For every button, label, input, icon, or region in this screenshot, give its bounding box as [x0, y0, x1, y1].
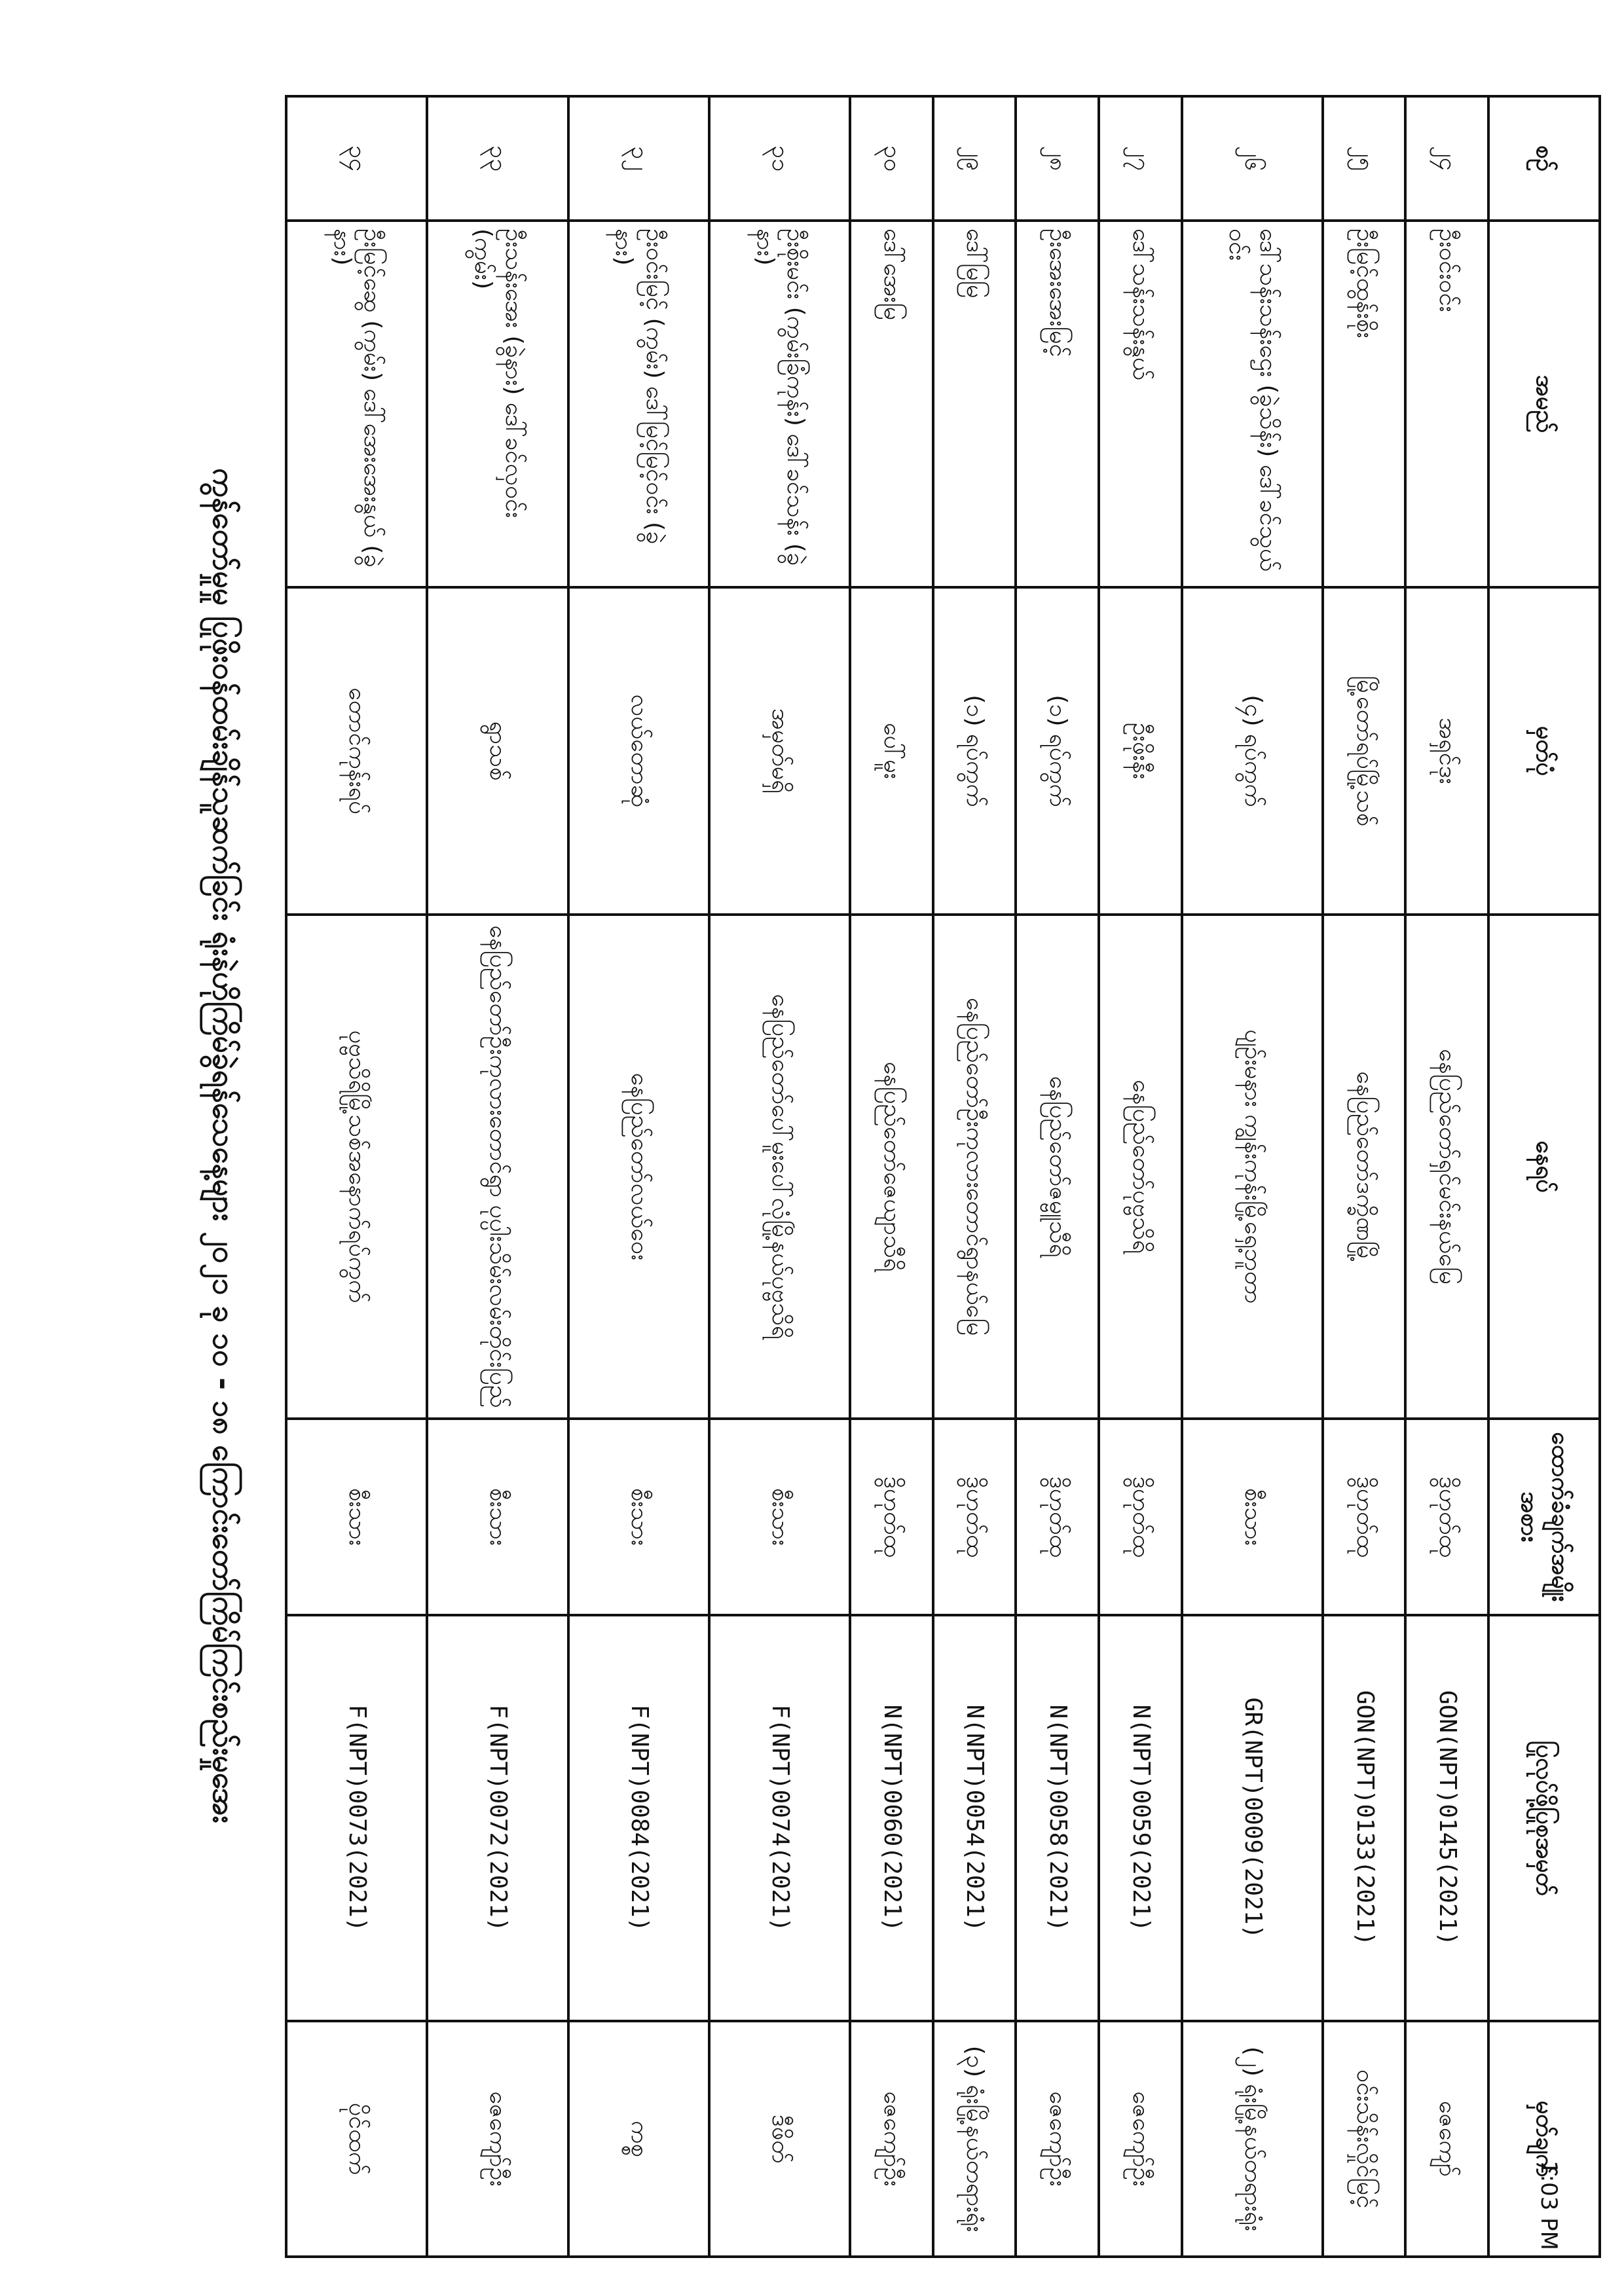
cell-nrc: လယ်တောဆုံ: [568, 587, 709, 915]
cell-name: ဒေါ်အေးမြ: [850, 221, 933, 587]
table-row: [1016, 96, 1099, 2257]
cell-no: ၃၃: [427, 96, 568, 221]
header-case-no: ပြုလုပ်ဖို့ပြုစုအမှတ်: [1488, 1615, 1600, 2021]
header-nrc: မှတ်ပုံ: [1488, 587, 1600, 915]
cell-address: နေပြည်တော်ဦးကုလားတောင်ရွာနယ်မြေ: [933, 915, 1016, 1419]
cell-case-no: N(NPT)0058(2021): [1016, 1615, 1099, 2021]
cell-address: နေပြည်တော်ပုဗ္ဗသိရိ: [1099, 915, 1182, 1419]
cell-type: စီးသား: [427, 1419, 568, 1615]
table-row: [568, 96, 709, 2257]
cell-remark: ကစ္စ: [568, 2021, 709, 2257]
table-header-row: [1488, 96, 1600, 2257]
cell-remark: ပိုင်ထက်: [286, 2021, 427, 2257]
cell-type: ဒွိဟုတ်ထု: [850, 1419, 933, 1615]
table-row: [709, 96, 850, 2257]
cell-name: ဦးမြင့်ထွန်းစိုး: [1323, 221, 1406, 587]
header-remark: မှတ်ချက်: [1488, 2021, 1600, 2257]
page-title: ကွန်တော်မှုမှု ပြုဖိုးဝန်ထမ်းချိန်သူဆက်ခြင်း ရုံးနဲဟိုကြိမ်ခွဲရန်သေနေ့များ ၂၀၂၁ ခု ၁၀ - ၁၈ ကြောင်းတော်ကြိမ်ကြင်းစည်းမှုအေး: [206, 467, 242, 1824]
header-type: ထောက်ခံချက်အမျိုး အစား: [1488, 1419, 1600, 1615]
cell-remark: ဇေကျော်ဦး: [1016, 2021, 1099, 2257]
cell-address: ပျဉ်းမနား ကျွန်းကုန်းမြို့ရှေ့ဘူတာ: [1182, 915, 1323, 1419]
cell-name: ဒေါ်သန်းသန်းဌေး (ခွဲသိန်း) ဒေါ်ခင်သွယ်ဝင်း: [1182, 221, 1323, 587]
cell-name: ဦးမြင့်ဆွေ (ကွမ်း) ဒေါ်အေးအေးနွယ် (ခွဲနား): [286, 221, 427, 587]
cell-case-no: GR(NPT)0009(2021): [1182, 1615, 1323, 2021]
cell-no: ၃၄: [286, 96, 427, 221]
cell-case-no: F(NPT)0073(2021): [286, 1615, 427, 2021]
cell-case-no: GON(NPT)0133(2021): [1323, 1615, 1406, 2021]
footer-timestamp: 1:03 PM: [1536, 2160, 1562, 2250]
cell-nrc: (၄) ရပ်ကွက်: [1182, 587, 1323, 915]
cell-name: ဦးအေးအေးမြင့်: [1016, 221, 1099, 587]
cell-nrc: (၁) ရပ်ကွက်: [933, 587, 1016, 915]
cell-case-no: F(NPT)0074(2021): [709, 1615, 850, 2021]
cell-address: နေပြည်တော်ရှင်မင်းနယ်မြေ: [1405, 915, 1488, 1419]
cell-remark: ဝင်းသိန်းလှိုင်မြင့်: [1323, 2021, 1406, 2257]
cell-nrc: (၁) ရပ်ကွက်: [1016, 587, 1099, 915]
cell-name: ဒေါ်သန်းသန်းနွယ်: [1099, 221, 1182, 587]
table-row: [286, 96, 427, 2257]
cell-nrc: တောင်ကုန်းရပ်: [286, 587, 427, 915]
cell-no: ၂၆: [1182, 96, 1323, 221]
cell-type: ဒွိဟုတ်ထု: [1016, 1419, 1099, 1615]
cell-address: နေပြည်တော်လယ်ဝေး: [568, 915, 709, 1419]
cell-nrc: အမှတ်မရှိ: [709, 587, 850, 915]
cell-type: ဒွိဟုတ်ထု: [933, 1419, 1016, 1615]
cell-remark: ဇေကျော်ဦး: [850, 2021, 933, 2257]
cell-case-no: N(NPT)0059(2021): [1099, 1615, 1182, 2021]
cell-name: ဒေါ်မြမြ: [933, 221, 1016, 587]
cell-name: ဦးဝင်းမြင့် (ကွမ်း) ဒေါ်မြင့်မြင့်ဝင်း (ခွဲနား): [568, 221, 709, 587]
cell-type: စီးသား: [709, 1419, 850, 1615]
header-name: အမည်: [1488, 221, 1600, 587]
cell-remark: ဇေကျော်ဦး: [427, 2021, 568, 2257]
cell-type: စီးသား: [1182, 1419, 1323, 1615]
table-row: [1323, 96, 1406, 2257]
cell-nrc: အရှင်ဒုး: [1405, 587, 1488, 915]
cell-address: နေပြည်တော်ဒက္ခိဏမြို့: [1323, 915, 1406, 1419]
cell-address: နေပြည်တော်ပေါ်မူးပေါ်လုံမြို့နယ်ပုဗ္ဗသိရိ: [709, 915, 850, 1419]
header-no: စဉ်: [1488, 96, 1600, 221]
table-row: [1182, 96, 1323, 2257]
cell-no: ၂၇: [1099, 96, 1182, 221]
table-row: [427, 96, 568, 2257]
cell-nrc: မြို့တော်ရပ်မြို့သစ်: [1323, 587, 1406, 915]
cell-nrc: ဦးဖိုးနီး: [1099, 587, 1182, 915]
cell-no: ၃၁: [709, 96, 850, 221]
cell-type: ဒွိဟုတ်ထု: [1323, 1419, 1406, 1615]
cell-remark: (၂) ရုံးမြို့နယ်တရားရုံး: [1182, 2021, 1323, 2257]
cell-address: နေပြည်တော်ဇမ္ဗူသီရိ: [1016, 915, 1099, 1419]
cell-no: ၂၈: [1016, 96, 1099, 221]
cell-no: ၃၂: [568, 96, 709, 221]
cell-type: စီးသား: [286, 1419, 427, 1615]
cell-no: ၃၀: [850, 96, 933, 221]
cell-nrc: ပေါ်မူး: [850, 587, 933, 915]
cell-case-no: N(NPT)0060(2021): [850, 1615, 933, 2021]
header-address: နေရပ်: [1488, 915, 1600, 1419]
case-table: [285, 95, 1601, 2258]
table-row: [1099, 96, 1182, 2257]
table-row: [933, 96, 1016, 2257]
cell-remark: ဒီဖိတ်: [709, 2021, 850, 2257]
cell-no: ၂၅: [1323, 96, 1406, 221]
cell-remark: ဇေကျော်: [1405, 2021, 1488, 2257]
cell-type: စီးသား: [568, 1419, 709, 1615]
cell-remark: ဇေကျော်ဦး: [1099, 2021, 1182, 2257]
cell-name: ဦးဝင်းဝင်း: [1405, 221, 1488, 587]
cell-address: ပုဗ္ဗသိရိမြို့သစ်အနောက်ရပ်ကွက်: [286, 915, 427, 1419]
cell-type: ဒွိဟုတ်ထု: [1405, 1419, 1488, 1615]
cell-case-no: GON(NPT)0145(2021): [1405, 1615, 1488, 2021]
cell-nrc: ရွာသစ်: [427, 587, 568, 915]
cell-case-no: N(NPT)0054(2021): [933, 1615, 1016, 2021]
cell-case-no: F(NPT)0072(2021): [427, 1615, 568, 2021]
cell-name: ဦးစိုးမင်း (ကွမ်းခြံကုန်း) ဒေါ်ခင်သန်း (ခွဲနား): [709, 221, 850, 587]
cell-type: ဒွိဟုတ်ထု: [1099, 1419, 1182, 1615]
cell-remark: (၃) ရုံးမြို့နယ်တရားရုံး: [933, 2021, 1016, 2257]
cell-no: ၂၉: [933, 96, 1016, 221]
cell-case-no: F(NPT)0084(2021): [568, 1615, 709, 2021]
cell-address: နေပြည်တော်ဇေယျာသီရိ: [850, 915, 933, 1419]
cell-address: နေပြည်တော်ဦးကုလားတောင်ရွာ ပုပ္ပါးသိမ်းလမ်းတိုင်းပြည်: [427, 915, 568, 1419]
cell-no: ၂၄: [1405, 96, 1488, 221]
table-row: [850, 96, 933, 2257]
table-row: [1405, 96, 1488, 2257]
cell-name: ဦးသန်းအေး (ခွဲနား) ဒေါ်ခင်လှဝင်း (ကွမ်း): [427, 221, 568, 587]
